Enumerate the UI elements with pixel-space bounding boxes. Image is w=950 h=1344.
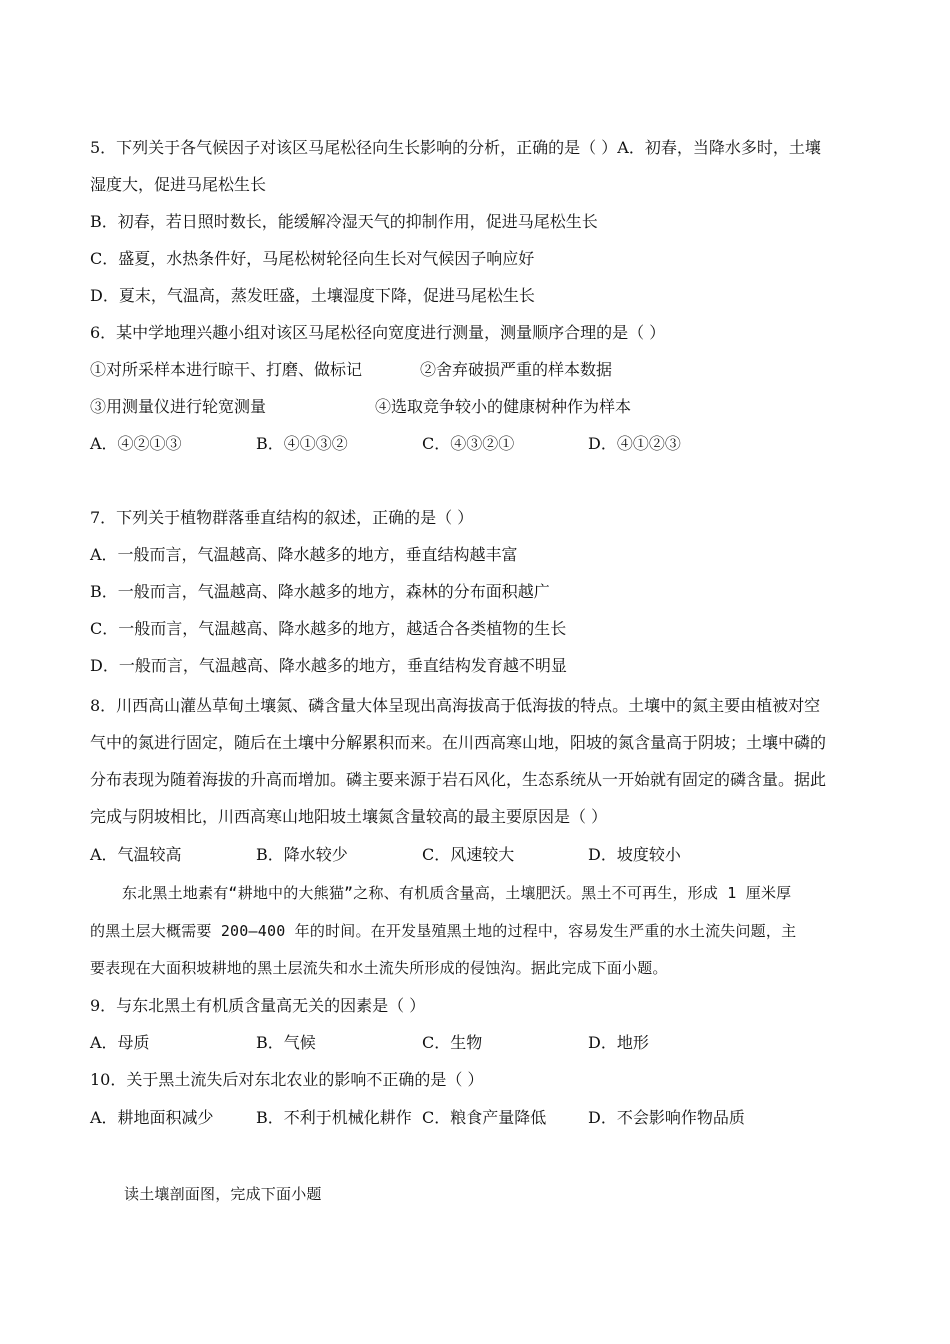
q6-steps-row1 — [90, 360, 865, 380]
q9-option-b: B．气候 — [256, 1033, 316, 1052]
q10-option-d: D．不会影响作物品质 — [588, 1108, 745, 1127]
q6-step-4: ④选取竞争较小的健康树种作为样本 — [375, 397, 632, 416]
q8-option-c: C．风速较大 — [422, 845, 515, 864]
q5-stem-cont: 湿度大，促进马尾松生长 — [90, 175, 267, 194]
reading-passage-cont: 的黑土层大概需要 200—400 年的时间。在开发垦殖黑土地的过程中，容易发生严重的水土流失问题，主 — [90, 922, 797, 940]
q6-option-c: C．④③②① — [422, 434, 515, 453]
q8-option-b: B．降水较少 — [256, 845, 348, 864]
q7-option-b: B．一般而言，气温越高、降水越多的地方，森林的分布面积越广 — [90, 582, 550, 601]
q8-stem-cont: 气中的氮进行固定，随后在土壤中分解累积而来。在川西高寒山地，阳坡的氮含量高于阴坡；土壤中磷的 — [90, 733, 827, 752]
q5-option-c: C．盛夏，水热条件好，马尾松树轮径向生长对气候因子响应好 — [90, 249, 535, 268]
q7-option-a: A．一般而言，气温越高、降水越多的地方，垂直结构越丰富 — [90, 545, 518, 564]
q9-option-d: D．地形 — [588, 1033, 649, 1052]
q7-stem: 7．下列关于植物群落垂直结构的叙述，正确的是（ ） — [90, 508, 474, 527]
q6-step-1: ①对所采样本进行晾干、打磨、做标记 — [90, 360, 363, 379]
q7-option-d: D．一般而言，气温越高、降水越多的地方，垂直结构发育越不明显 — [90, 656, 567, 675]
q6-option-a: A．④②①③ — [90, 434, 182, 453]
q5-stem: 5．下列关于各气候因子对该区马尾松径向生长影响的分析，正确的是（ ）A．初春，当降水多时，土壤 — [90, 138, 821, 157]
q6-option-b: B．④①③② — [256, 434, 348, 453]
q9-option-a: A．母质 — [90, 1033, 150, 1052]
q8-option-a: A．气温较高 — [90, 845, 182, 864]
q10-option-a: A．耕地面积减少 — [90, 1108, 214, 1127]
q5-option-d: D．夏末，气温高，蒸发旺盛，土壤湿度下降，促进马尾松生长 — [90, 286, 535, 305]
q6-steps-row2 — [90, 397, 865, 417]
q8-stem-cont: 分布表现为随着海拔的升高而增加。磷主要来源于岩石风化，生态系统从一开始就有固定的磷含量。据此 — [90, 770, 827, 789]
q10-option-c: C．粮食产量降低 — [422, 1108, 547, 1127]
q6-step-2: ②舍弃破损严重的样本数据 — [420, 360, 613, 379]
q6-stem: 6．某中学地理兴趣小组对该区马尾松径向宽度进行测量，测量顺序合理的是（ ） — [90, 323, 666, 342]
q8-option-d: D．坡度较小 — [588, 845, 681, 864]
q10-options — [90, 1108, 865, 1128]
q8-stem: 8．川西高山灌丛草甸土壤氮、磷含量大体呈现出高海拔高于低海拔的特点。土壤中的氮主要由植被对空 — [90, 696, 821, 715]
reading-passage: 东北黑土地素有“耕地中的大熊猫”之称、有机质含量高，土壤肥沃。黑土不可再生，形成 1 厘米厚 — [122, 884, 792, 902]
q7-option-c: C．一般而言，气温越高、降水越多的地方，越适合各类植物的生长 — [90, 619, 567, 638]
q9-options — [90, 1033, 865, 1053]
q10-stem: 10．关于黑土流失后对东北农业的影响不正确的是（ ） — [90, 1070, 484, 1089]
q9-option-c: C．生物 — [422, 1033, 483, 1052]
q8-stem-cont: 完成与阴坡相比，川西高寒山地阳坡土壤氮含量较高的最主要原因是（ ） — [90, 807, 608, 826]
q8-options — [90, 845, 865, 865]
section-prompt: 读土壤剖面图，完成下面小题 — [124, 1185, 322, 1203]
q10-option-b: B．不利于机械化耕作 — [256, 1108, 412, 1127]
reading-passage-cont: 要表现在大面积坡耕地的黑土层流失和水土流失所形成的侵蚀沟。据此完成下面小题。 — [90, 959, 668, 977]
q6-step-3: ③用测量仪进行轮宽测量 — [90, 397, 267, 416]
q6-option-d: D．④①②③ — [588, 434, 681, 453]
q5-option-b: B．初春，若日照时数长，能缓解冷湿天气的抑制作用，促进马尾松生长 — [90, 212, 598, 231]
q9-stem: 9．与东北黑土有机质含量高无关的因素是（ ） — [90, 996, 426, 1015]
q6-options — [90, 434, 865, 454]
